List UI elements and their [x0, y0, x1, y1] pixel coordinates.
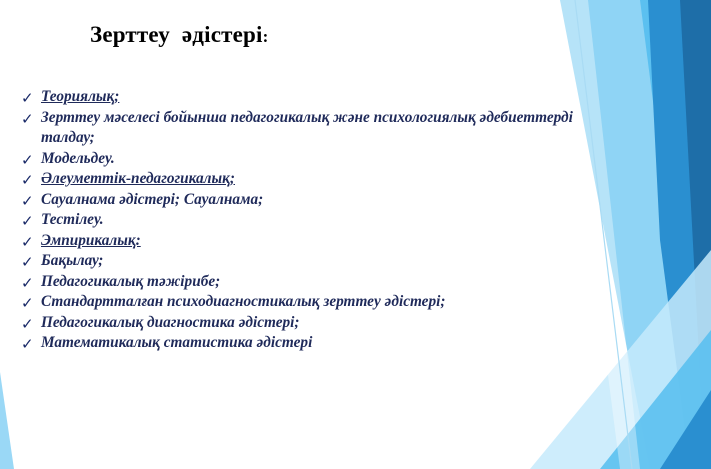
list-item: [21, 333, 591, 354]
slide-title: [90, 22, 268, 48]
list-item-text: Математикалық статистика әдістері: [41, 334, 313, 351]
check-icon: ✓: [21, 212, 34, 230]
list-item-text: Стандартталған психодиагностикалық зерттеу әдістері;: [41, 293, 446, 310]
list-item: [21, 292, 591, 313]
list-item: [21, 231, 591, 252]
list-item: [21, 108, 591, 149]
list-item: [21, 313, 591, 334]
list-item-text: Эмпирикалық:: [41, 231, 141, 249]
list-item-text: Әлеуметтік-педагогикалық;: [41, 170, 235, 187]
slide-title-text: Зерттеу әдістері: [90, 22, 263, 47]
list-item: [21, 87, 591, 108]
list-item-text: Теориялық;: [41, 88, 120, 105]
check-icon: ✓: [21, 150, 34, 169]
list-item: [21, 272, 591, 293]
check-icon: ✓: [21, 171, 34, 189]
slide-title-colon: :: [262, 27, 269, 46]
list-item-text: Зерттеу мәселесі бойынша педагогикалық және психологиялық әдебиеттерді талдау;: [41, 108, 573, 146]
check-icon: ✓: [21, 335, 34, 353]
list-item: [21, 149, 591, 170]
check-icon: ✓: [21, 294, 34, 312]
check-icon: ✓: [21, 253, 34, 271]
list-item-text: Педагогикалық диагностика әдістері;: [41, 313, 300, 331]
list-item-text: Педагогикалық тәжірибе;: [41, 272, 221, 290]
list-item-text: Сауалнама әдістері; Сауалнама;: [41, 190, 264, 208]
list-item: [21, 169, 591, 190]
left-accent-shape: [0, 372, 14, 469]
check-icon: ✓: [21, 314, 34, 333]
research-methods-list: [21, 87, 591, 354]
list-item: [21, 190, 591, 211]
check-icon: ✓: [21, 232, 34, 251]
list-item-text: Модельдеу.: [41, 149, 115, 167]
check-icon: ✓: [21, 89, 34, 107]
check-icon: ✓: [21, 109, 34, 128]
list-item-text: Тестілеу.: [41, 211, 104, 228]
list-item-text: Бақылау;: [41, 252, 104, 269]
list-item: [21, 210, 591, 231]
list-item: [21, 251, 591, 272]
check-icon: ✓: [21, 191, 34, 210]
check-icon: ✓: [21, 273, 34, 292]
